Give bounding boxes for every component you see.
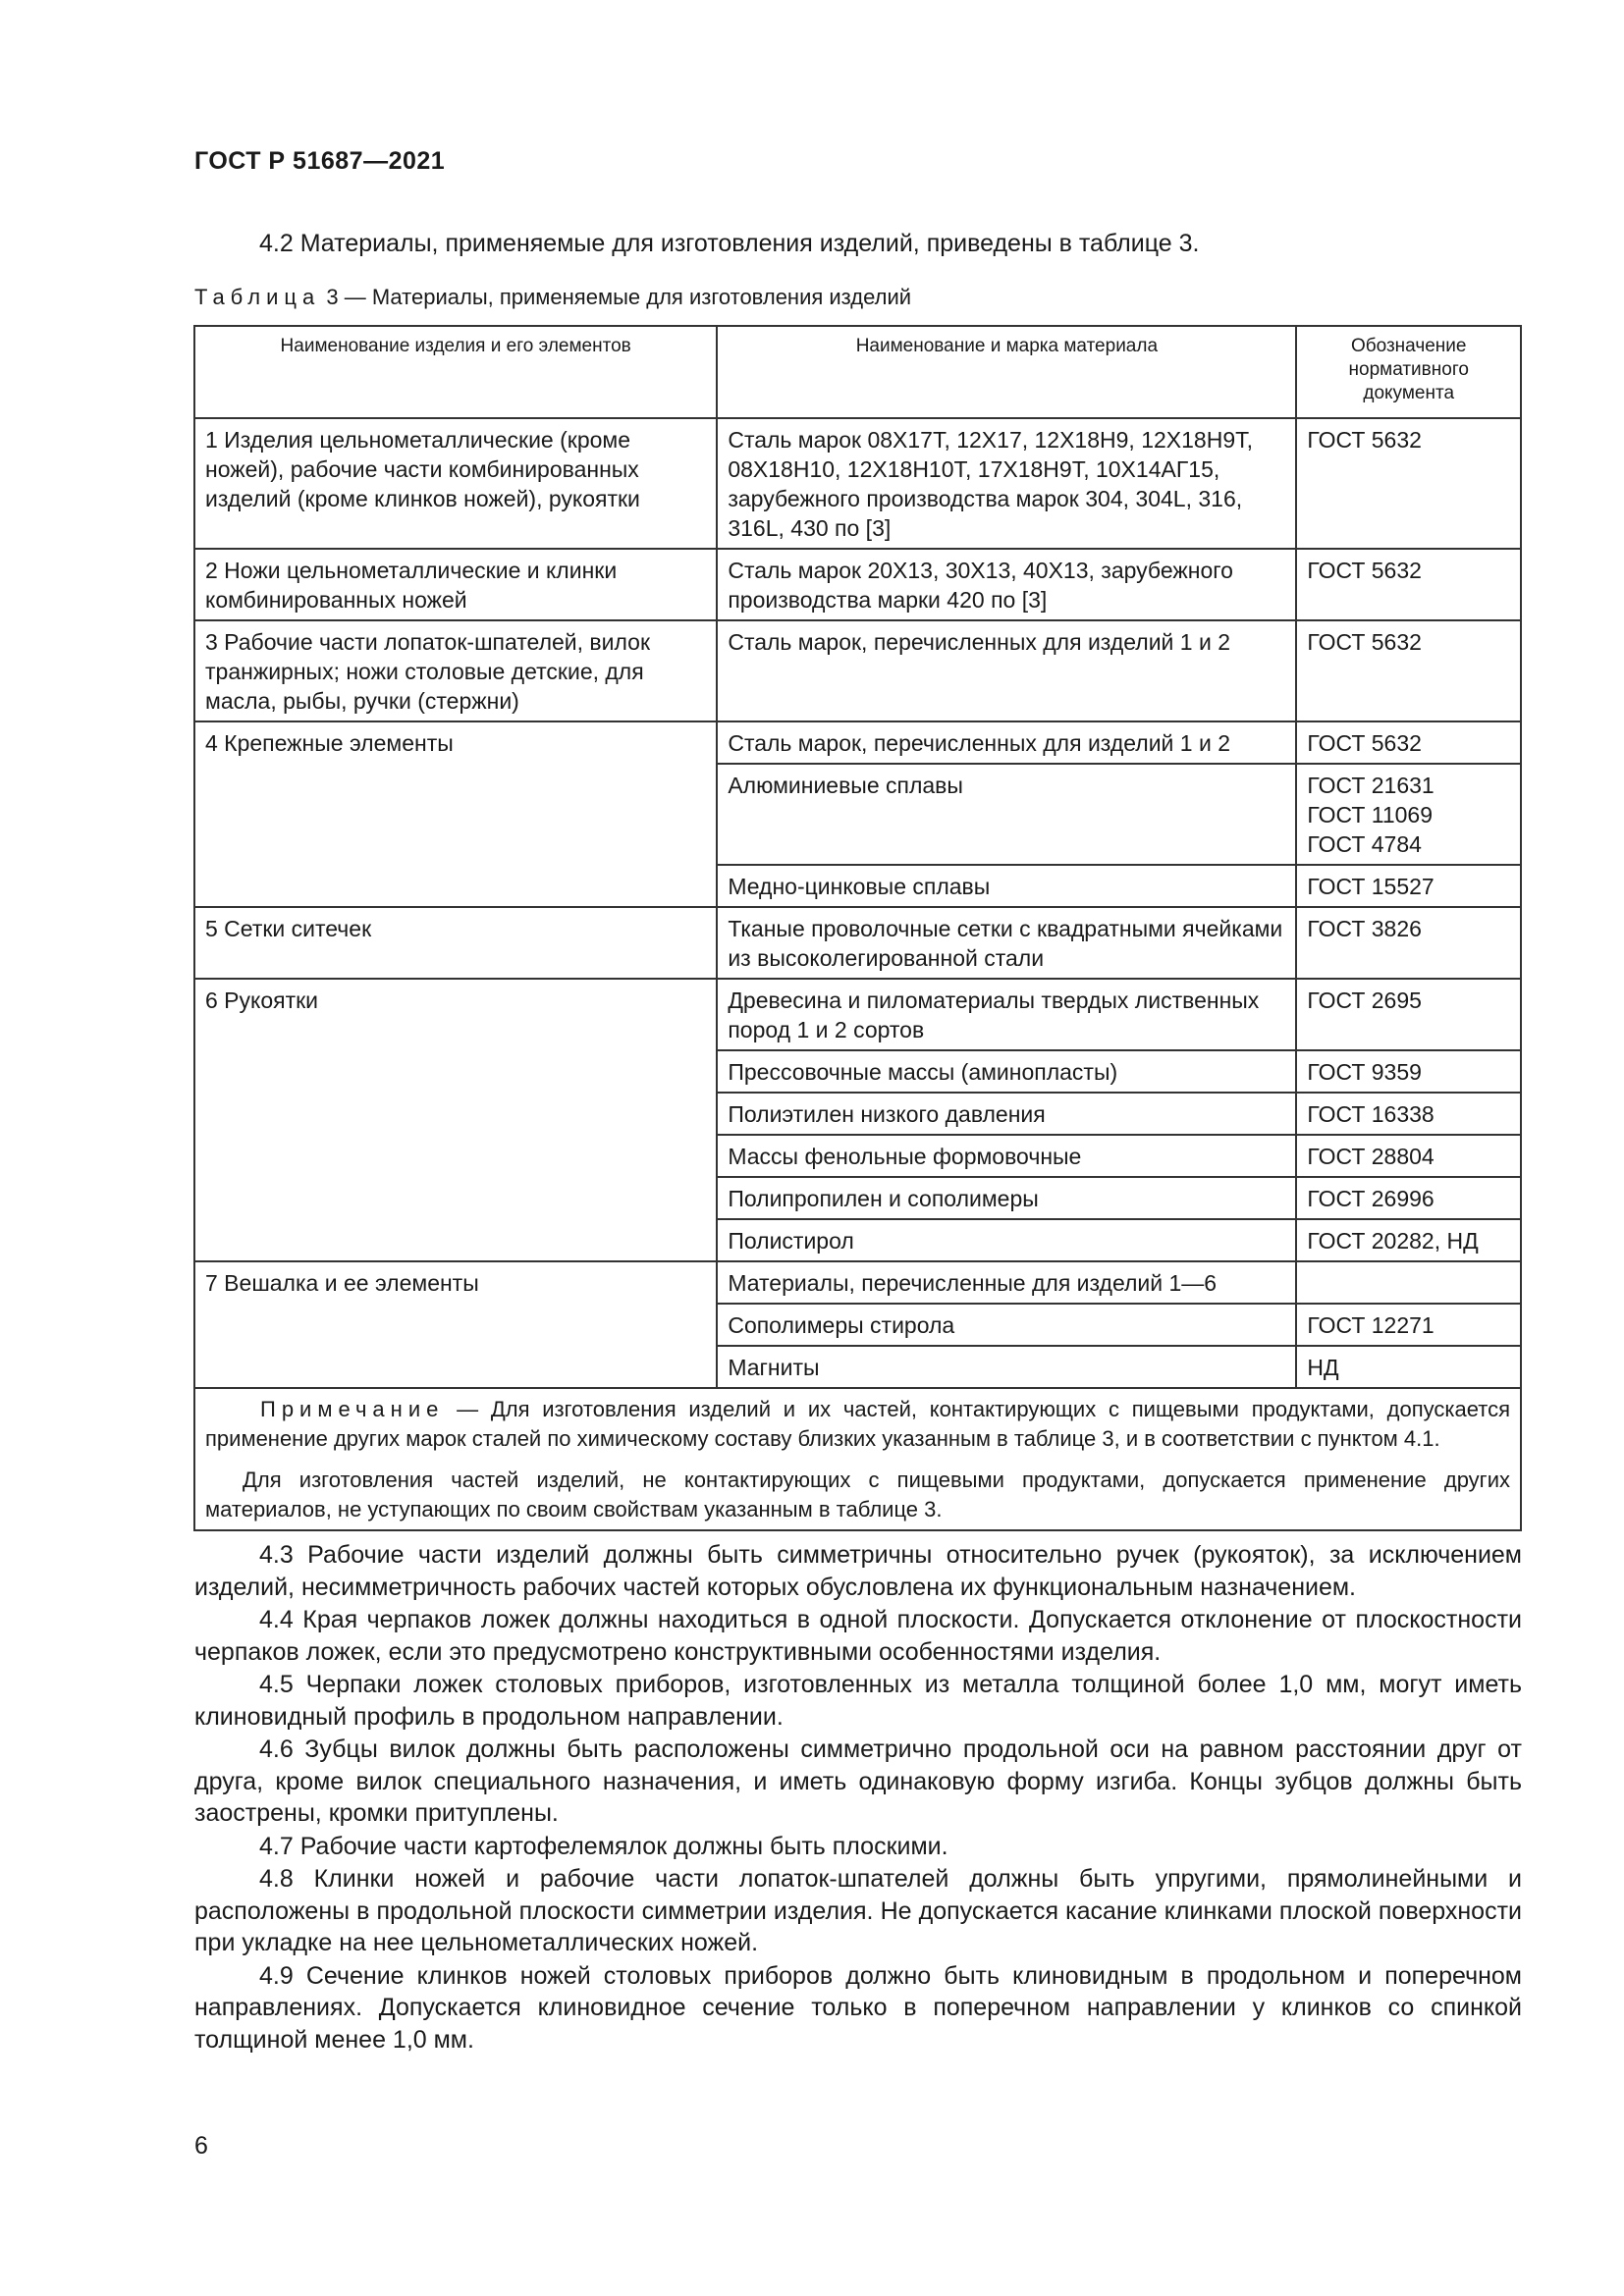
material-cell: Материалы, перечисленные для изделий 1—6 <box>717 1261 1296 1304</box>
paragraph-4-5: 4.5 Черпаки ложек столовых приборов, изготовленных из металла толщиной более 1,0 мм, могут иметь клиновидный профиль в продольном направлении. <box>194 1671 1522 1731</box>
material-cell: Медно-цинковые сплавы <box>717 865 1296 907</box>
table-header-row <box>194 326 1521 418</box>
item-cell: 2 Ножи цельнометаллические и клинки комбинированных ножей <box>194 549 717 620</box>
material-cell: Сталь марок, перечисленных для изделий 1 и 2 <box>717 721 1296 764</box>
table-note <box>194 1388 1521 1530</box>
item-cell: 6 Рукоятки <box>194 979 717 1261</box>
table-row <box>194 721 1521 764</box>
paragraph-4-3: 4.3 Рабочие части изделий должны быть симметричны относительно ручек (рукояток), за исключением изделий, несимметричность рабочих частей которых обусловлена их функциональным назначением. <box>194 1541 1522 1601</box>
document-line: ГОСТ 11069 <box>1307 802 1434 828</box>
table-caption-prefix: Таблица <box>194 285 321 309</box>
paragraph-4-4: 4.4 Края черпаков ложек должны находиться в одной плоскости. Допускается отклонение от плоскостности черпаков ложек, если это предусмотрено конструктивными особенностями изделия. <box>194 1606 1522 1666</box>
material-cell: Сополимеры стирола <box>717 1304 1296 1346</box>
document-line: ГОСТ 4784 <box>1307 831 1422 857</box>
document-cell: ГОСТ 20282, НД <box>1296 1219 1521 1261</box>
table-caption <box>194 285 911 310</box>
document-cell: ГОСТ 28804 <box>1296 1135 1521 1177</box>
header-material: Наименование и марка материала <box>717 326 1296 418</box>
item-cell: 3 Рабочие части лопаток-шпателей, вилок транжирных; ножи столовые детские, для масла, рыбы, ручки (стержни) <box>194 620 717 721</box>
document-cell: ГОСТ 26996 <box>1296 1177 1521 1219</box>
document-cell: ГОСТ 3826 <box>1296 907 1521 979</box>
material-cell: Древесина и пиломатериалы твердых лиственных пород 1 и 2 сортов <box>717 979 1296 1050</box>
document-header: ГОСТ Р 51687—2021 <box>194 147 446 175</box>
table-row <box>194 979 1521 1050</box>
document-cell: ГОСТ 5632 <box>1296 549 1521 620</box>
body-text <box>194 1539 1522 2056</box>
document-cell: ГОСТ 2695 <box>1296 979 1521 1050</box>
material-cell: Сталь марок, перечисленных для изделий 1 и 2 <box>717 620 1296 721</box>
material-cell: Алюминиевые сплавы <box>717 764 1296 865</box>
document-cell <box>1296 1261 1521 1304</box>
material-cell: Прессовочные массы (аминопласты) <box>717 1050 1296 1093</box>
table-row <box>194 549 1521 620</box>
table-row <box>194 418 1521 549</box>
document-cell: НД <box>1296 1346 1521 1388</box>
paragraph-4-9: 4.9 Сечение клинков ножей столовых приборов должно быть клиновидным в продольном и поперечном направлениях. Допускается клиновидное сечение только в поперечном направлении у клинков со спинкой толщиной менее 1,0 мм. <box>194 1961 1522 2054</box>
materials-table <box>193 325 1522 1531</box>
table-row <box>194 620 1521 721</box>
note-paragraph-1 <box>205 1395 1510 1454</box>
document-line: ГОСТ 21631 <box>1307 773 1435 798</box>
material-cell: Магниты <box>717 1346 1296 1388</box>
paragraph-4-6: 4.6 Зубцы вилок должны быть расположены симметрично продольной оси на равном расстоянии друг от друга, кроме вилок специального назначения, и иметь одинаковую форму изгиба. Концы зубцов должны быть заострены, кромки притуплены. <box>194 1735 1522 1827</box>
table-caption-title: 3 — Материалы, применяемые для изготовления изделий <box>320 285 912 309</box>
paragraph-4-8: 4.8 Клинки ножей и рабочие части лопаток-шпателей должны быть упругими, прямолинейными и расположены в продольной плоскости симметрии изделия. Не допускается касание клинками плоской поверхности при укладке на нее цельнометаллических ножей. <box>194 1865 1522 1956</box>
material-cell: Полиэтилен низкого давления <box>717 1093 1296 1135</box>
intro-paragraph: 4.2 Материалы, применяемые для изготовления изделий, приведены в таблице 3. <box>259 230 1200 257</box>
item-cell: 7 Вешалка и ее элементы <box>194 1261 717 1388</box>
header-document: Обозначение нормативного документа <box>1296 326 1521 418</box>
material-cell: Сталь марок 20Х13, 30Х13, 40Х13, зарубежного производства марки 420 по [3] <box>717 549 1296 620</box>
table-row <box>194 907 1521 979</box>
item-cell: 5 Сетки ситечек <box>194 907 717 979</box>
table-row <box>194 1261 1521 1304</box>
material-cell: Полистирол <box>717 1219 1296 1261</box>
table-note-row <box>194 1388 1521 1530</box>
document-cell: ГОСТ 15527 <box>1296 865 1521 907</box>
document-cell: ГОСТ 5632 <box>1296 418 1521 549</box>
header-item: Наименование изделия и его элементов <box>194 326 717 418</box>
document-cell: ГОСТ 16338 <box>1296 1093 1521 1135</box>
note-label: Примечание <box>260 1397 445 1421</box>
material-cell: Сталь марок 08Х17Т, 12Х17, 12Х18Н9, 12Х18Н9Т, 08Х18Н10, 12Х18Н10Т, 17Х18Н9Т, 10Х14АГ15, зарубежного производства марок 304, 304L, 316, 316L, 430 по [3] <box>717 418 1296 549</box>
page-number: 6 <box>194 2132 208 2160</box>
document-cell <box>1296 764 1521 865</box>
item-cell: 4 Крепежные элементы <box>194 721 717 907</box>
note-paragraph-2: Для изготовления частей изделий, не контактирующих с пищевыми продуктами, допускается применение других материалов, не уступающих по своим свойствам указанным в таблице 3. <box>205 1468 1510 1522</box>
item-cell: 1 Изделия цельнометаллические (кроме ножей), рабочие части комбинированных изделий (кроме клинков ножей), рукоятки <box>194 418 717 549</box>
document-cell: ГОСТ 5632 <box>1296 721 1521 764</box>
material-cell: Массы фенольные формовочные <box>717 1135 1296 1177</box>
document-cell: ГОСТ 12271 <box>1296 1304 1521 1346</box>
document-cell: ГОСТ 9359 <box>1296 1050 1521 1093</box>
paragraph-4-7: 4.7 Рабочие части картофелемялок должны быть плоскими. <box>259 1832 948 1860</box>
document-cell: ГОСТ 5632 <box>1296 620 1521 721</box>
material-cell: Полипропилен и сополимеры <box>717 1177 1296 1219</box>
material-cell: Тканые проволочные сетки с квадратными ячейками из высоколегированной стали <box>717 907 1296 979</box>
note-text-1: — Для изготовления изделий и их частей, контактирующих с пищевыми продуктами, допускается применение других марок сталей по химическому составу близких указанным в таблице 3, и в соответствии с пунктом 4.1. <box>205 1397 1510 1451</box>
